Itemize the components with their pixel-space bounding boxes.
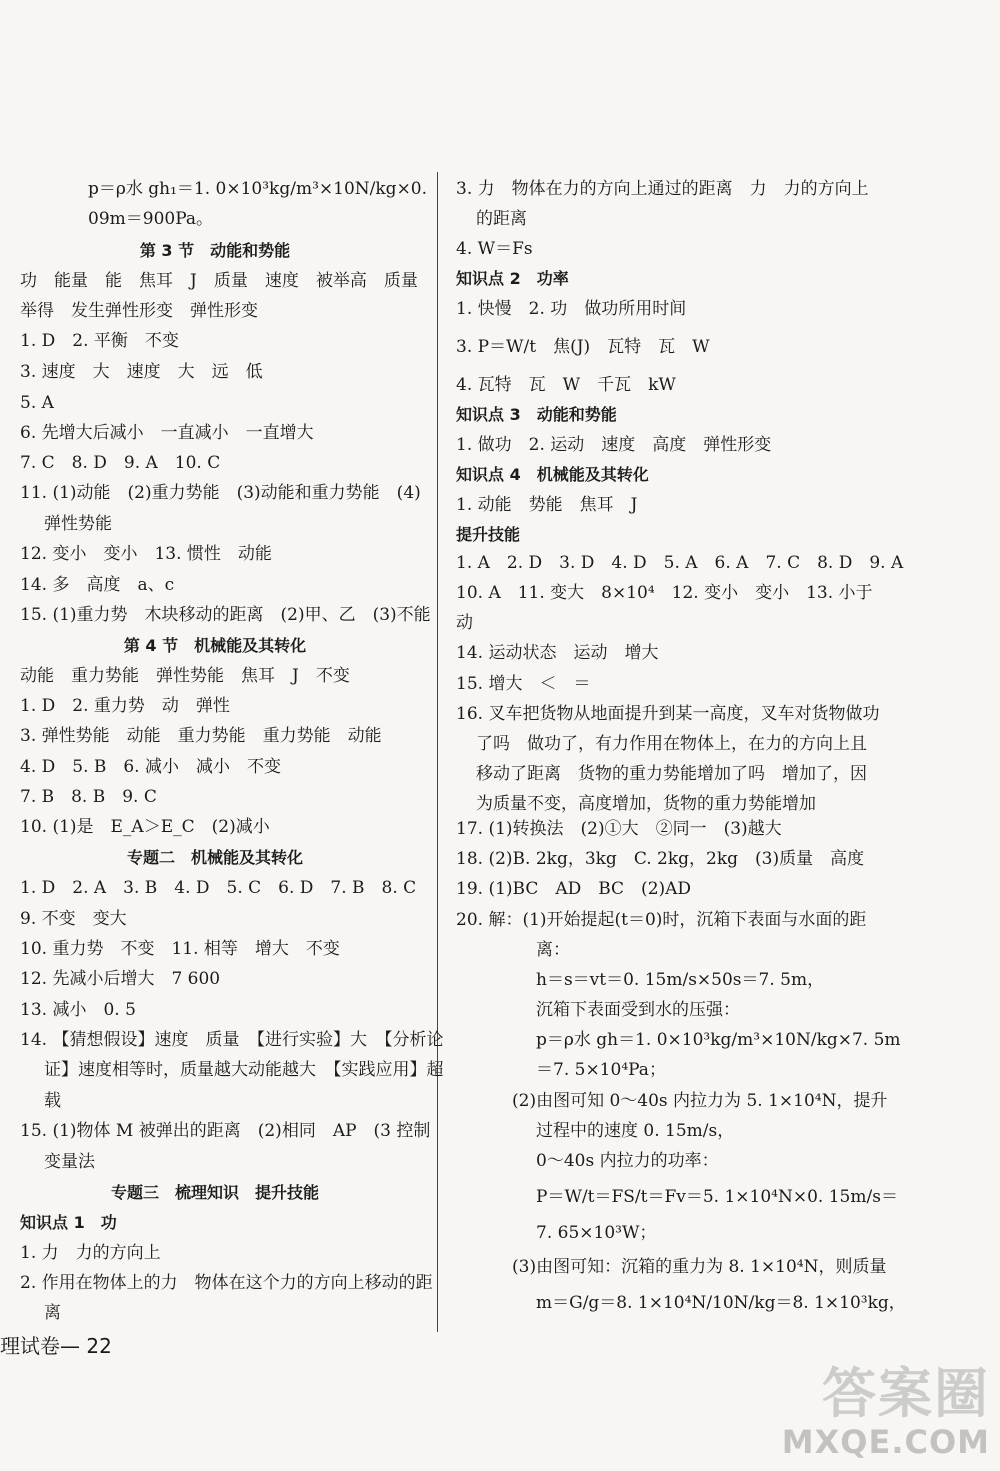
subsection-heading: 知识点 4 机械能及其转化 bbox=[456, 465, 649, 484]
answer-line: 15. (1)重力势 木块移动的距离 (2)甲、乙 (3)不能 bbox=[20, 605, 431, 625]
answer-line: 的距离 bbox=[476, 209, 527, 229]
watermark-logo bbox=[781, 1351, 990, 1461]
answer-line: 3. 速度 大 速度 大 远 低 bbox=[20, 362, 263, 382]
answer-line: 离： bbox=[536, 940, 570, 960]
watermark-text: 答案圈 bbox=[822, 1362, 990, 1425]
answer-line: 5. A bbox=[20, 393, 54, 413]
section-heading: 第 3 节 动能和势能 bbox=[139, 241, 291, 260]
answer-line: 3. 力 物体在力的方向上通过的距离 力 力的方向上 bbox=[456, 179, 869, 199]
answer-line: 16. 叉车把货物从地面提升到某一高度，叉车对货物做功 bbox=[456, 704, 880, 724]
text-line: 09m＝900Pa。 bbox=[88, 209, 214, 229]
answer-line: 1. A 2. D 3. D 4. D 5. A 6. A 7. C 8. D 9. A bbox=[456, 553, 904, 573]
answer-line: 1. D 2. A 3. B 4. D 5. C 6. D 7. B 8. C bbox=[20, 878, 417, 898]
answer-line: 11. (1)动能 (2)重力势能 (3)动能和重力势能 (4) bbox=[20, 483, 421, 503]
text-line: p＝ρ水 gh₁＝1. 0×10³kg/m³×10N/kg×0. bbox=[88, 179, 428, 199]
subsection-heading: 知识点 2 功率 bbox=[456, 269, 569, 288]
section-heading: 专题三 梳理知识 提升技能 bbox=[110, 1183, 319, 1202]
answer-line: 2. 作用在物体上的力 物体在这个力的方向上移动的距 bbox=[20, 1273, 433, 1293]
answer-line: 3. 弹性势能 动能 重力势能 重力势能 动能 bbox=[20, 726, 382, 746]
answer-line: 20. 解：(1)开始提起(t＝0)时，沉箱下表面与水面的距 bbox=[456, 910, 867, 930]
answer-line: 移动了距离 货物的重力势能增加了吗 增加了，因 bbox=[476, 764, 867, 784]
answer-line: 1. 快慢 2. 功 做功所用时间 bbox=[456, 299, 687, 319]
formula-line: h＝s＝vt＝0. 15m/s×50s＝7. 5m， bbox=[536, 970, 825, 990]
answer-line: 15. (1)物体 M 被弹出的距离 (2)相同 AP (3 控制 bbox=[20, 1121, 431, 1141]
answer-line: 载 bbox=[44, 1091, 61, 1111]
text-line: 功 能量 能 焦耳 J 质量 速度 被举高 质量 bbox=[20, 271, 418, 291]
answer-line: 沉箱下表面受到水的压强： bbox=[536, 1000, 740, 1020]
subsection-heading: 知识点 1 功 bbox=[20, 1213, 117, 1232]
text-line: 动能 重力势能 弹性势能 焦耳 J 不变 bbox=[20, 666, 350, 686]
answer-line: (3)由图可知：沉箱的重力为 8. 1×10⁴N，则质量 bbox=[512, 1257, 887, 1277]
answer-line: 17. (1)转换法 (2)①大 ②同一 (3)越大 bbox=[456, 819, 782, 839]
answer-line: 10. (1)是 E_A＞E_C (2)减小 bbox=[20, 817, 270, 837]
answer-line: 14. 【猜想假设】速度 质量 【进行实验】大 【分析论 bbox=[20, 1030, 444, 1050]
answer-line: 13. 减小 0. 5 bbox=[20, 1000, 136, 1020]
answer-line: 过程中的速度 0. 15m/s， bbox=[536, 1121, 735, 1141]
answer-line: 6. 先增大后减小 一直减小 一直增大 bbox=[20, 423, 314, 443]
answer-line: 10. 重力势 不变 11. 相等 增大 不变 bbox=[20, 939, 340, 959]
answer-line: 弹性势能 bbox=[44, 514, 112, 534]
answer-line: 12. 先减小后增大 7 600 bbox=[20, 969, 221, 989]
answer-line: 19. (1)BC AD BC (2)AD bbox=[456, 879, 692, 899]
answer-line: 18. (2)B. 2kg，3kg C. 2kg，2kg (3)质量 高度 bbox=[456, 849, 865, 869]
answer-line: 1. D 2. 平衡 不变 bbox=[20, 331, 179, 351]
answer-line: 14. 运动状态 运动 增大 bbox=[456, 643, 659, 663]
section-heading: 专题二 机械能及其转化 bbox=[126, 848, 303, 867]
answer-line: 1. 力 力的方向上 bbox=[20, 1243, 161, 1263]
answer-line: 为质量不变，高度增加，货物的重力势能增加 bbox=[476, 794, 816, 814]
answer-line: 动 bbox=[456, 613, 473, 633]
subsection-heading: 提升技能 bbox=[456, 525, 521, 544]
answer-line: 12. 变小 变小 13. 惯性 动能 bbox=[20, 544, 272, 564]
text-line: 举得 发生弹性形变 弹性形变 bbox=[20, 301, 258, 321]
formula-line: ＝7. 5×10⁴Pa； bbox=[536, 1060, 666, 1080]
answer-line: 变量法 bbox=[44, 1152, 95, 1172]
answer-line: 了吗 做功了，有力作用在物体上，在力的方向上且 bbox=[476, 734, 867, 754]
answer-line: 4. 瓦特 瓦 W 千瓦 kW bbox=[456, 375, 676, 395]
watermark-url: MXQE.COM bbox=[781, 1423, 990, 1461]
formula-line: P＝W/t＝FS/t＝Fv＝5. 1×10⁴N×0. 15m/s＝ bbox=[536, 1187, 898, 1207]
answer-line: 1. 做功 2. 运动 速度 高度 弹性形变 bbox=[456, 435, 772, 455]
answer-line: 4. W＝Fs bbox=[456, 239, 533, 259]
answer-line: 1. D 2. 重力势 动 弹性 bbox=[20, 696, 230, 716]
formula-line: 7. 65×10³W； bbox=[536, 1223, 657, 1243]
answer-line: 7. B 8. B 9. C bbox=[20, 787, 157, 807]
answer-line: 10. A 11. 变大 8×10⁴ 12. 变小 变小 13. 小于 bbox=[456, 583, 873, 603]
answer-line: 证】速度相等时，质量越大动能越大 【实践应用】超 bbox=[44, 1060, 444, 1080]
formula-line: m＝G/g＝8. 1×10⁴N/10N/kg＝8. 1×10³kg， bbox=[536, 1293, 906, 1313]
answer-line: 3. P＝W/t 焦(J) 瓦特 瓦 W bbox=[456, 337, 710, 357]
answer-line: 离 bbox=[44, 1303, 61, 1323]
answer-line: (2)由图可知 0～40s 内拉力为 5. 1×10⁴N，提升 bbox=[512, 1091, 888, 1111]
answer-line: 7. C 8. D 9. A 10. C bbox=[20, 453, 221, 473]
section-heading: 第 4 节 机械能及其转化 bbox=[123, 636, 307, 655]
page-footer: 理试卷— 22 bbox=[0, 1334, 112, 1358]
answer-line: 15. 增大 ＜ ＝ bbox=[456, 674, 591, 694]
answer-line: 9. 不变 变大 bbox=[20, 909, 127, 929]
answer-line: 4. D 5. B 6. 减小 减小 不变 bbox=[20, 757, 281, 777]
subsection-heading: 知识点 3 动能和势能 bbox=[456, 405, 617, 424]
formula-line: p＝ρ水 gh＝1. 0×10³kg/m³×10N/kg×7. 5m bbox=[536, 1030, 901, 1050]
answer-line: 1. 动能 势能 焦耳 J bbox=[456, 495, 638, 515]
column-divider bbox=[437, 172, 438, 1332]
answer-line: 14. 多 高度 a、c bbox=[20, 575, 175, 595]
answer-line: 0～40s 内拉力的功率： bbox=[536, 1151, 719, 1171]
